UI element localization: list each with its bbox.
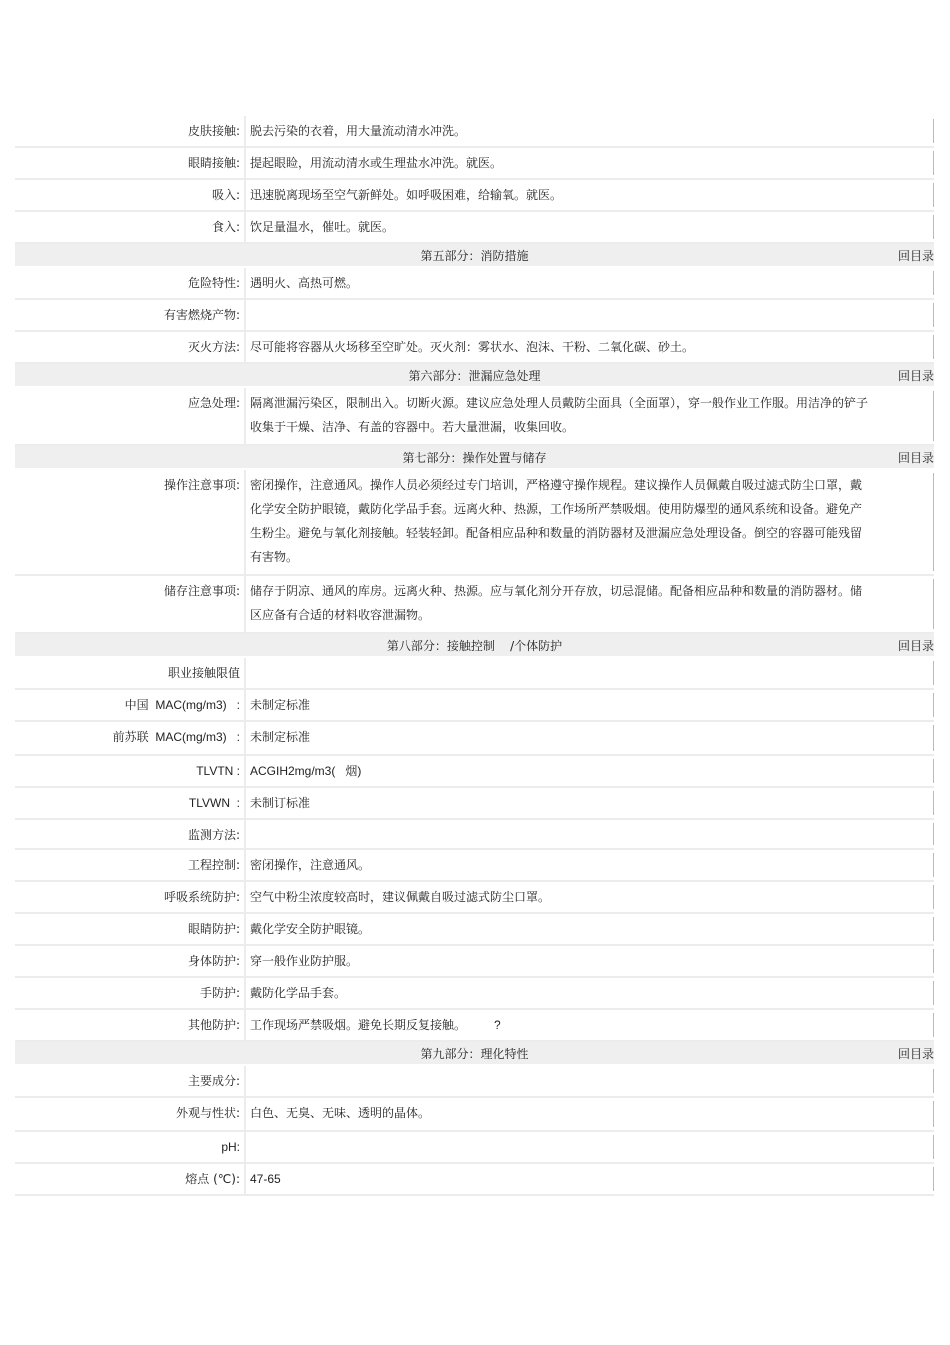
back-to-toc-link[interactable]: 回目录 <box>897 1047 934 1061</box>
row-label: 眼睛接触: <box>187 156 240 170</box>
row-value <box>244 1132 934 1162</box>
section-header-exposure <box>15 634 934 658</box>
row-label: 吸入: <box>211 188 240 202</box>
back-to-toc-link[interactable]: 回目录 <box>897 249 934 263</box>
row-label: 操作注意事项: <box>163 478 240 492</box>
section-title: 第九部分：理化特性 <box>420 1047 529 1061</box>
row-value: 尽可能将容器从火场移至空旷处。灭火剂：雾状水、泡沫、干粉、二氧化碳、砂土。 <box>244 332 934 362</box>
row-value: 空气中粉尘浓度较高时，建议佩戴自吸过滤式防尘口罩。 <box>244 882 934 912</box>
row-label: TLVTN : <box>196 764 240 778</box>
section-header-fire <box>15 244 934 268</box>
row-value: 未制定标准 <box>244 690 934 720</box>
row-label: 其他防护: <box>187 1018 240 1032</box>
table-row <box>15 946 934 978</box>
row-value <box>244 300 934 330</box>
row-label: 储存注意事项: <box>163 584 240 598</box>
row-value: 未制订标准 <box>244 788 934 818</box>
row-value: 未制定标准 <box>244 722 934 754</box>
table-row <box>15 1066 934 1098</box>
row-label: 有害燃烧产物: <box>163 308 240 322</box>
row-value <box>244 1066 934 1096</box>
section-title: 第五部分：消防措施 <box>420 249 529 263</box>
back-to-toc-link[interactable]: 回目录 <box>897 369 934 383</box>
unknown-glyph: ? <box>494 1018 501 1032</box>
row-value: 戴防化学品手套。 <box>244 978 934 1008</box>
row-label: 呼吸系统防护: <box>163 890 240 904</box>
row-label: TLVWN : <box>188 796 240 810</box>
section-title: 第七部分：操作处置与储存 <box>402 451 547 465</box>
table-row <box>15 722 934 756</box>
row-value: 隔离泄漏污染区，限制出入。切断火源。建议应急处理人员戴防尘面具（全面罩），穿一般作业工作服。用洁净的铲子收集于干燥、洁净、有盖的容器中。若大量泄漏，收集回收。 <box>244 388 934 444</box>
table-row <box>15 914 934 946</box>
table-row <box>15 1132 934 1164</box>
row-label: 灭火方法: <box>187 340 240 354</box>
table-row <box>15 978 934 1010</box>
section-header-leak <box>15 364 934 388</box>
row-value: 饮足量温水，催吐。就医。 <box>244 212 934 242</box>
row-value: ACGIH2mg/m3( 烟) <box>244 756 934 786</box>
row-label: 外观与性状: <box>175 1106 240 1120</box>
table-row <box>15 788 934 820</box>
row-label: 应急处理: <box>187 396 240 410</box>
table-row <box>15 300 934 332</box>
back-to-toc-link[interactable]: 回目录 <box>897 451 934 465</box>
row-label: 中国 MAC(mg/m3) : <box>124 698 240 712</box>
row-value: 遇明火、高热可燃。 <box>244 268 934 298</box>
table-row <box>15 1098 934 1132</box>
table-row <box>15 850 934 882</box>
row-label: 职业接触限值 <box>167 666 240 680</box>
table-row <box>15 116 934 148</box>
row-value: 脱去污染的衣着，用大量流动清水冲洗。 <box>244 116 934 146</box>
table-row <box>15 180 934 212</box>
row-label: 身体防护: <box>187 954 240 968</box>
table-row <box>15 148 934 180</box>
row-value: 穿一般作业防护服。 <box>244 946 934 976</box>
back-to-toc-link[interactable]: 回目录 <box>897 639 934 653</box>
table-row <box>15 820 934 850</box>
table-row <box>15 470 934 576</box>
section-header-physchem <box>15 1042 934 1066</box>
row-label: 食入: <box>211 220 240 234</box>
row-value <box>244 658 934 688</box>
section-header-handling <box>15 446 934 470</box>
row-label: 熔点 (℃): <box>185 1172 240 1186</box>
row-value: 迅速脱离现场至空气新鲜处。如呼吸困难，给输氧。就医。 <box>244 180 934 210</box>
table-row <box>15 756 934 788</box>
table-row <box>15 1164 934 1196</box>
row-value: 密闭操作，注意通风。操作人员必须经过专门培训，严格遵守操作规程。建议操作人员佩戴自吸过滤式防尘口罩，戴化学安全防护眼镜，戴防化学品手套。远离火种、热源，工作场所严禁吸烟。使用防爆型的通风系统和设备。避免产生粉尘。避免与氧化剂接触。轻装轻卸。配备相应品种和数量的消防器材及泄漏应急处理设备。倒空的容器可能残留有害物。 <box>244 470 934 574</box>
row-label: pH: <box>221 1140 240 1154</box>
row-value <box>244 1010 934 1040</box>
section-title: 第六部分：泄漏应急处理 <box>408 369 541 383</box>
table-row <box>15 576 934 634</box>
table-row <box>15 1010 934 1042</box>
row-label: 工程控制: <box>187 858 240 872</box>
row-label: 危险特性: <box>187 276 240 290</box>
section-title: 第八部分：接触控制 /个体防护 <box>386 639 563 653</box>
row-label: 眼睛防护: <box>187 922 240 936</box>
row-value <box>244 820 934 848</box>
msds-table <box>15 116 934 1196</box>
table-row <box>15 268 934 300</box>
row-value-text: 工作现场严禁吸烟。避免长期反复接触。 <box>250 1018 467 1032</box>
row-value: 提起眼睑，用流动清水或生理盐水冲洗。就医。 <box>244 148 934 178</box>
row-value: 47-65 <box>244 1164 934 1194</box>
row-label: 皮肤接触: <box>187 124 240 138</box>
row-label: 前苏联 MAC(mg/m3) : <box>112 730 240 744</box>
row-value: 白色、无臭、无味、透明的晶体。 <box>244 1098 934 1130</box>
table-row <box>15 332 934 364</box>
row-value: 储存于阴凉、通风的库房。远离火种、热源。应与氧化剂分开存放，切忌混储。配备相应品种和数量的消防器材。储区应备有合适的材料收容泄漏物。 <box>244 576 934 632</box>
row-label: 主要成分: <box>187 1074 240 1088</box>
table-row <box>15 882 934 914</box>
table-row <box>15 690 934 722</box>
row-value: 戴化学安全防护眼镜。 <box>244 914 934 944</box>
row-value: 密闭操作，注意通风。 <box>244 850 934 880</box>
row-label: 监测方法: <box>187 828 240 842</box>
row-label: 手防护: <box>199 986 240 1000</box>
table-row <box>15 658 934 690</box>
table-row <box>15 388 934 446</box>
table-row <box>15 212 934 244</box>
